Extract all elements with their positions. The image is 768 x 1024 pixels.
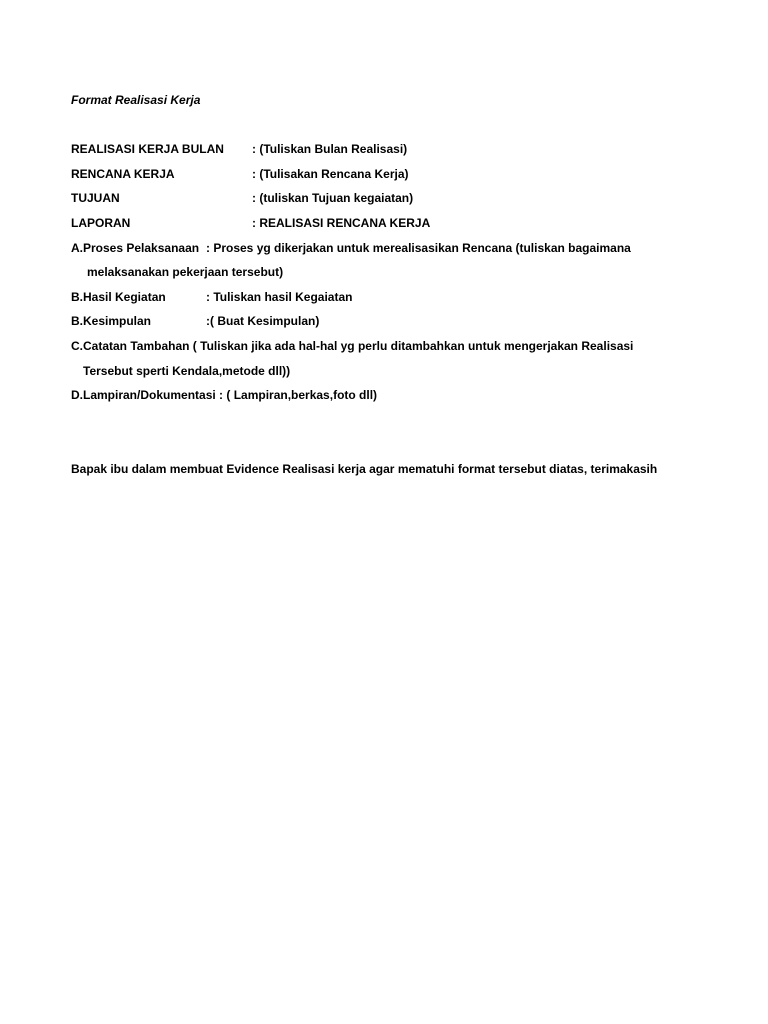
closing-note: Bapak ibu dalam membuat Evidence Realisasi kerja agar mematuhi format tersebut diatas, terimakasih — [71, 462, 658, 476]
section-a-proses — [71, 241, 631, 255]
field-value: : (Tulisakan Rencana Kerja) — [252, 167, 409, 181]
section-label: B.Kesimpulan — [71, 314, 152, 328]
field-label: LAPORAN — [71, 216, 131, 230]
section-value: : Tuliskan hasil Kegaiatan — [206, 290, 353, 304]
field-row-realisasi-bulan — [71, 142, 408, 156]
section-label: B.Hasil Kegiatan — [71, 290, 166, 304]
field-label: REALISASI KERJA BULAN — [71, 142, 224, 156]
field-row-laporan — [71, 216, 431, 230]
field-row-tujuan — [71, 191, 414, 205]
document-title: Format Realisasi Kerja — [71, 93, 201, 107]
section-label: A.Proses Pelaksanaan — [71, 241, 200, 255]
section-c-continuation: Tersebut sperti Kendala,metode dll)) — [83, 364, 291, 378]
section-b-hasil — [71, 290, 353, 304]
section-a-continuation: melaksanakan pekerjaan tersebut) — [87, 265, 284, 279]
field-value: : REALISASI RENCANA KERJA — [252, 216, 431, 230]
field-label: TUJUAN — [71, 191, 120, 205]
field-value: : (Tuliskan Bulan Realisasi) — [252, 142, 408, 156]
section-c-catatan: C.Catatan Tambahan ( Tuliskan jika ada hal-hal yg perlu ditambahkan untuk mengerjakan Realisasi — [71, 339, 634, 353]
section-value: :( Buat Kesimpulan) — [206, 314, 320, 328]
section-value: : Proses yg dikerjakan untuk merealisasikan Rencana (tuliskan bagaimana — [206, 241, 631, 255]
section-d-lampiran: D.Lampiran/Dokumentasi : ( Lampiran,berkas,foto dll) — [71, 388, 378, 402]
section-b-kesimpulan — [71, 314, 320, 328]
field-value: : (tuliskan Tujuan kegaiatan) — [252, 191, 414, 205]
field-row-rencana-kerja — [71, 167, 409, 181]
field-label: RENCANA KERJA — [71, 167, 175, 181]
